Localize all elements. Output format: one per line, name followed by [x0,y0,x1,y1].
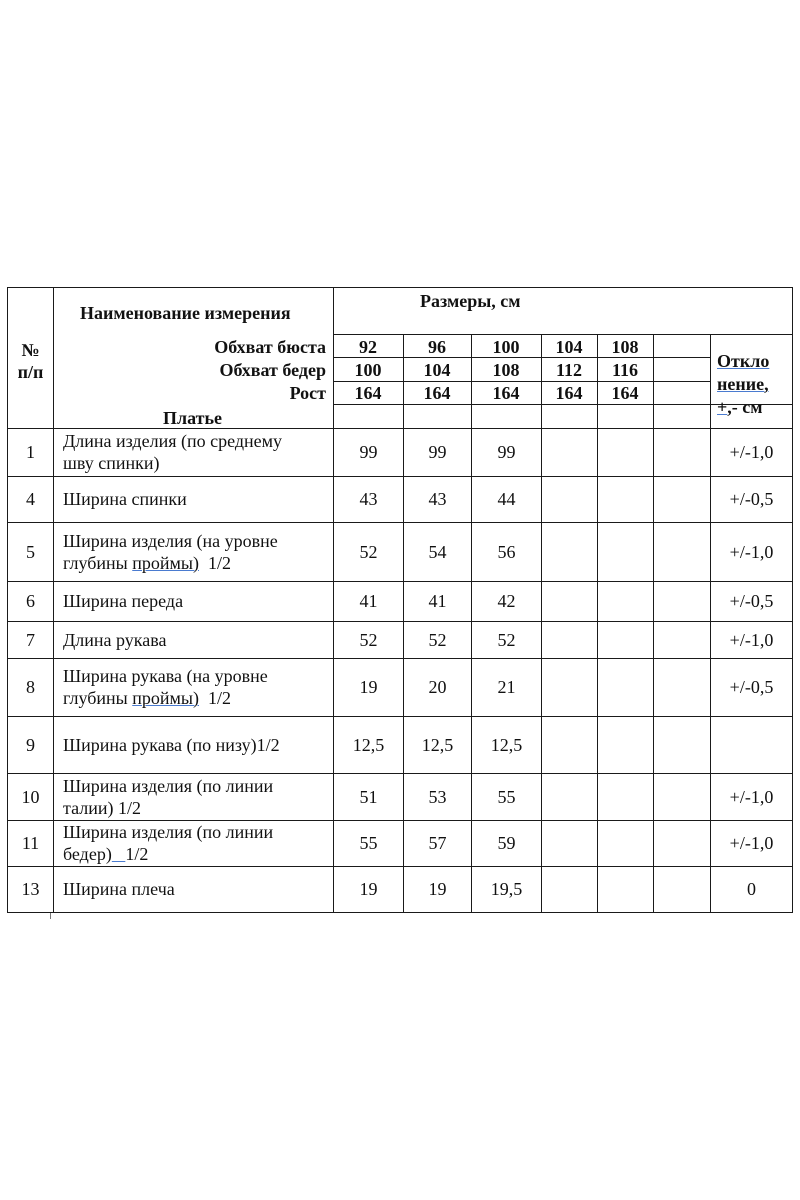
row-name-text [63,530,278,574]
row-name-line1: Ширина рукава (по низу)1/2 [63,734,280,755]
row-name-line2 [63,687,268,709]
param-label: Рост [289,383,326,403]
row-value-size-1: 12,5 [352,734,385,755]
row-name-fraction: 1/2 [198,688,231,708]
row-value-size-4 [542,428,597,476]
row-value-size-4 [542,773,597,820]
row-name-fraction: 1/2 [125,844,149,864]
row-name-part: бедер) [63,844,112,864]
product-label: Платье [163,408,222,428]
row-name-line1: Ширина изделия (по линии [63,775,274,796]
row-value-size-3: 59 [497,833,516,853]
row-measurement-name [63,820,331,866]
param-value: 100 [492,337,520,357]
deviation-header-line1: Откло [717,351,770,371]
row-name-line2 [63,797,273,819]
row-name-text [63,821,273,865]
row-name-fraction: 1/2 [198,552,231,573]
row-number: 10 [21,786,40,807]
row-value-size-5 [598,773,653,820]
table-top-border [7,287,793,288]
row-value-size-5 [598,820,653,866]
row-measurement-name [63,658,331,716]
row-name-part: глубины [63,552,133,573]
param-label: Обхват бедер [219,360,326,380]
row-name-part: глубины [63,688,133,708]
row-value-size-3: 12,5 [490,734,523,755]
row-measurement-name [63,716,331,773]
row-deviation: +/-0,5 [729,591,774,611]
row-name-text [63,488,187,510]
row-measurement-name [63,581,331,621]
row-value-size-4 [542,658,597,716]
param-value: 164 [611,383,639,403]
row-value-size-3: 55 [497,786,516,807]
stray-mark [50,913,51,919]
row-value-size-3: 42 [497,591,516,611]
row-value-size-5 [598,476,653,522]
param-value: 104 [555,337,583,357]
row-value-size-1: 19 [359,677,378,697]
row-number: 6 [26,591,35,611]
param-label: Обхват бюста [214,337,326,357]
row-deviation: +/-1,0 [729,442,774,462]
row-measurement-name [63,866,331,912]
row-name-line1: Длина изделия (по среднему [63,431,283,451]
row-name-line1: Ширина рукава (на уровне [63,666,268,686]
deviation-header-line3: +,- см [717,397,763,417]
deviation-header-line2: нение, [717,374,769,394]
row-value-size-2: 53 [428,786,447,807]
row-deviation: +/-0,5 [729,489,774,509]
row-measurement-name [63,621,331,658]
row-value-size-5 [598,658,653,716]
row-name-part: талии) 1/2 [63,797,141,818]
row-name-line1: Ширина изделия (на уровне [63,530,278,551]
row-value-size-4 [542,820,597,866]
row-deviation: +/-1,0 [729,786,774,807]
row-name-underlined-part: проймы) [132,552,199,573]
row-value-size-4 [542,522,597,581]
row-value-size-3: 21 [497,677,516,697]
row-value-size-3: 56 [497,541,516,562]
row-value-size-6 [654,820,710,866]
row-number: 5 [26,541,35,562]
row-deviation: +/-0,5 [729,677,774,697]
row-value-size-1: 41 [359,591,378,611]
row-value-size-4 [542,581,597,621]
row-deviation: +/-1,0 [729,629,774,650]
row-measurement-name [63,773,331,820]
row-value-size-6 [654,658,710,716]
row-value-size-6 [654,476,710,522]
number-header: № п/п [17,340,44,382]
row-value-size-6 [654,428,710,476]
row-name-line2 [63,843,273,865]
row-value-size-1: 43 [359,489,378,509]
row-value-size-2: 41 [428,591,447,611]
row-measurement-name [63,522,331,581]
param-value: 116 [611,360,638,380]
row-value-size-2: 20 [428,677,447,697]
row-deviation: +/-1,0 [729,833,774,853]
row-value-size-1: 55 [359,833,378,853]
row-value-size-2: 99 [428,442,447,462]
row-value-size-2: 52 [428,629,447,650]
row-name-text [63,878,175,900]
row-name-part: шву спинки) [63,453,160,473]
sizes-title: Размеры, см [420,291,521,311]
param-value: 164 [423,383,451,403]
row-measurement-name [63,428,331,476]
row-value-size-6 [654,522,710,581]
row-deviation: 0 [747,879,756,899]
row-value-size-2: 12,5 [421,734,454,755]
row-name-line1: Ширина изделия (по линии [63,822,274,842]
row-value-size-1: 52 [359,629,378,650]
row-name-line2 [63,552,278,574]
row-value-size-5 [598,581,653,621]
row-value-size-3: 52 [497,629,516,650]
param-value: 92 [359,337,377,357]
row-value-size-6 [654,716,710,773]
row-value-size-6 [654,773,710,820]
param-value: 164 [555,383,583,403]
row-name-text [63,665,268,709]
row-name-text [63,629,167,651]
row-value-size-2: 19 [428,879,447,899]
measurement-name-header: Наименование измерения [80,303,291,323]
row-name-text [63,775,273,819]
row-name-text [63,430,282,474]
row-value-size-6 [654,866,710,912]
row-number: 13 [21,879,40,899]
row-name-underlined-part [112,844,126,864]
row-value-size-2: 43 [428,489,447,509]
row-value-size-6 [654,581,710,621]
param-value: 108 [611,337,639,357]
param-value: 108 [492,360,520,380]
row-name-line2 [63,452,282,474]
row-name-underlined-part: проймы) [132,688,199,708]
row-value-size-3: 44 [497,489,516,509]
row-number: 11 [21,833,40,853]
row-name-text [63,734,280,756]
sizes-title-underline [333,334,792,335]
row-name-line1: Ширина переда [63,591,184,611]
param-value: 164 [492,383,520,403]
row-deviation: +/-1,0 [729,541,774,562]
param-value: 112 [555,360,582,380]
row-name-line1: Ширина плеча [63,879,175,899]
row-value-size-1: 99 [359,442,378,462]
row-name-text [63,590,183,612]
row-deviation [711,716,792,773]
row-value-size-5 [598,866,653,912]
row-number: 8 [26,677,35,697]
param-value: 164 [354,383,382,403]
row-number: 7 [26,629,35,650]
row-value-size-6 [654,621,710,658]
param-value: 104 [423,360,451,380]
row-value-size-1: 51 [359,786,378,807]
param-value: 100 [354,360,382,380]
row-value-size-3: 19,5 [490,879,523,899]
row-value-size-5 [598,621,653,658]
row-value-size-2: 54 [428,541,447,562]
row-value-size-4 [542,866,597,912]
row-value-size-5 [598,716,653,773]
row-value-size-2: 57 [428,833,447,853]
row-value-size-1: 52 [359,541,378,562]
row-number: 9 [26,734,35,755]
row-value-size-5 [598,428,653,476]
table-bottom-border [7,912,793,913]
row-name-line1: Длина рукава [63,629,167,650]
row-value-size-4 [542,621,597,658]
row-value-size-5 [598,522,653,581]
row-value-size-4 [542,476,597,522]
row-value-size-4 [542,716,597,773]
param-value: 96 [428,337,446,357]
row-value-size-3: 99 [497,442,516,462]
row-number: 1 [26,442,35,462]
row-name-line1: Ширина спинки [63,489,187,509]
row-value-size-1: 19 [359,879,378,899]
row-number: 4 [26,489,35,509]
row-measurement-name [63,476,331,522]
